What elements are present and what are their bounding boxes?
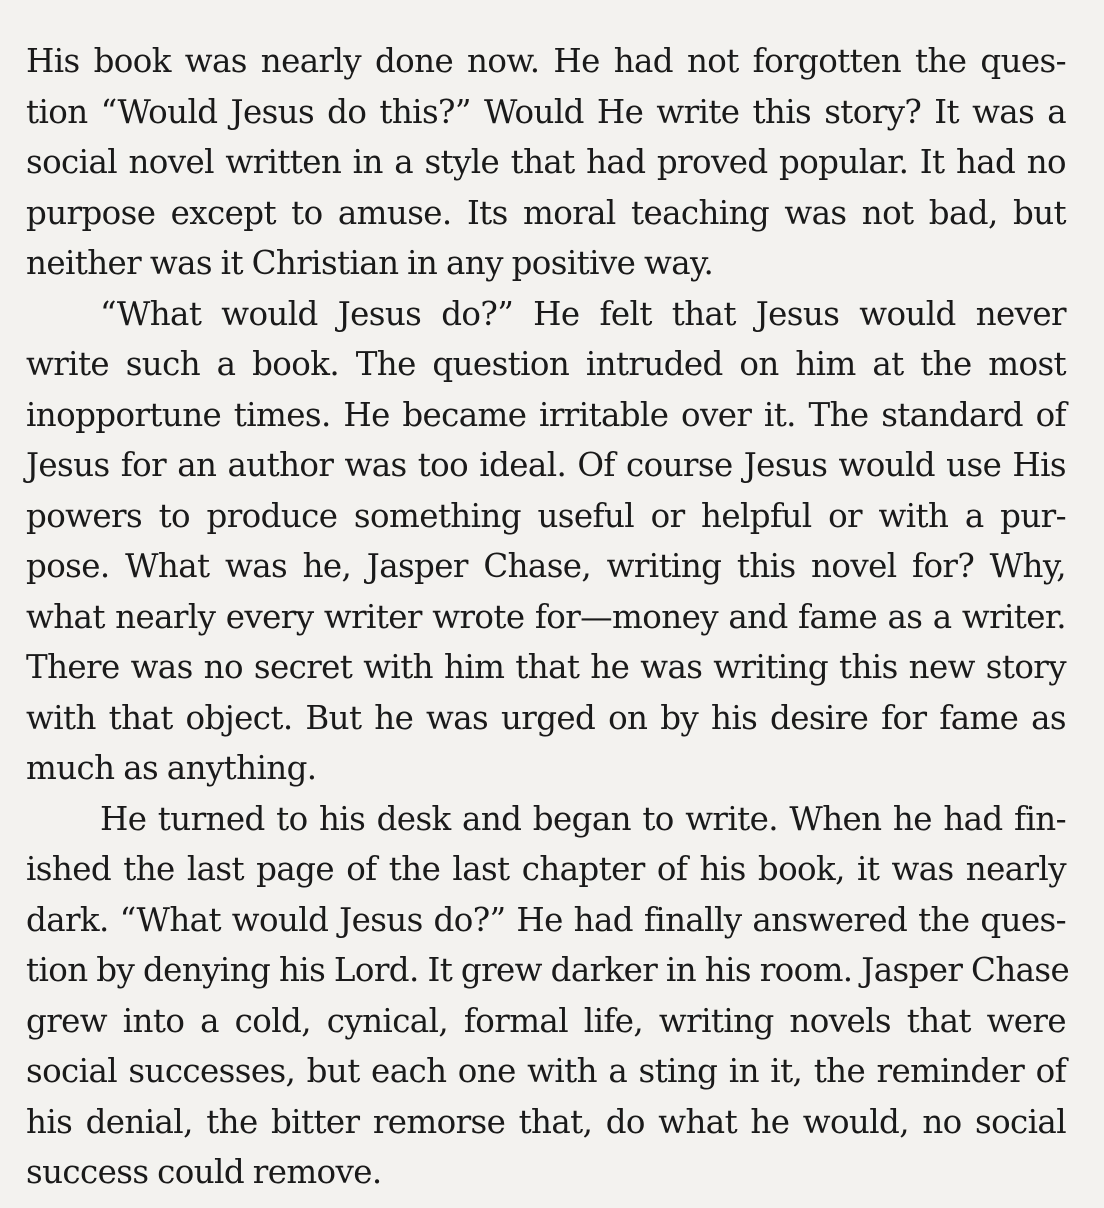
- paragraph-3: [26, 794, 1070, 1198]
- text-line: dark. “What would Jesus do?” He had finally answered the ques-: [26, 900, 1066, 939]
- text-line: success could remove.: [26, 1153, 382, 1191]
- text-line: what nearly every writer wrote for—money and fame as a writer.: [26, 597, 1066, 636]
- text-line: social novel written in a style that had proved popular. It had no: [26, 143, 1066, 181]
- text-line: Jesus for an author was too ideal. Of course Jesus would use His: [26, 446, 1066, 484]
- text-line: There was no secret with him that he was writing this new story: [26, 648, 1066, 686]
- text-line: neither was it Christian in any positive way.: [26, 244, 714, 282]
- text-line: his denial, the bitter remorse that, do what he would, no social: [26, 1102, 1066, 1141]
- text-line: “What would Jesus do?” He felt that Jesus would never: [100, 294, 1066, 333]
- text-line: His book was nearly done now. He had not forgotten the ques-: [26, 42, 1066, 80]
- text-line: powers to produce something useful or helpful or with a pur-: [26, 496, 1066, 535]
- paragraph-2: [26, 289, 1066, 794]
- text-line: pose. What was he, Jasper Chase, writing this novel for? Why,: [26, 547, 1066, 585]
- text-line: inopportune times. He became irritable over it. The standard of: [26, 395, 1066, 434]
- text-line: tion by denying his Lord. It grew darker in his room. Jasper Chase: [26, 951, 1070, 989]
- text-line: with that object. But he was urged on by his desire for fame as: [26, 698, 1066, 737]
- text-line: ished the last page of the last chapter of his book, it was nearly: [26, 850, 1066, 888]
- paragraph-1: [26, 36, 1066, 289]
- text-line: He turned to his desk and began to write. When he had fin-: [100, 799, 1066, 838]
- text-line: grew into a cold, cynical, formal life, writing novels that were: [26, 1001, 1066, 1040]
- text-line: tion “Would Jesus do this?” Would He write this story? It was a: [26, 92, 1066, 131]
- text-line: social successes, but each one with a sting in it, the reminder of: [26, 1052, 1066, 1090]
- text-line: much as anything.: [26, 749, 317, 787]
- text-line: write such a book. The question intruded on him at the most: [26, 345, 1066, 383]
- text-line: purpose except to amuse. Its moral teaching was not bad, but: [26, 193, 1066, 232]
